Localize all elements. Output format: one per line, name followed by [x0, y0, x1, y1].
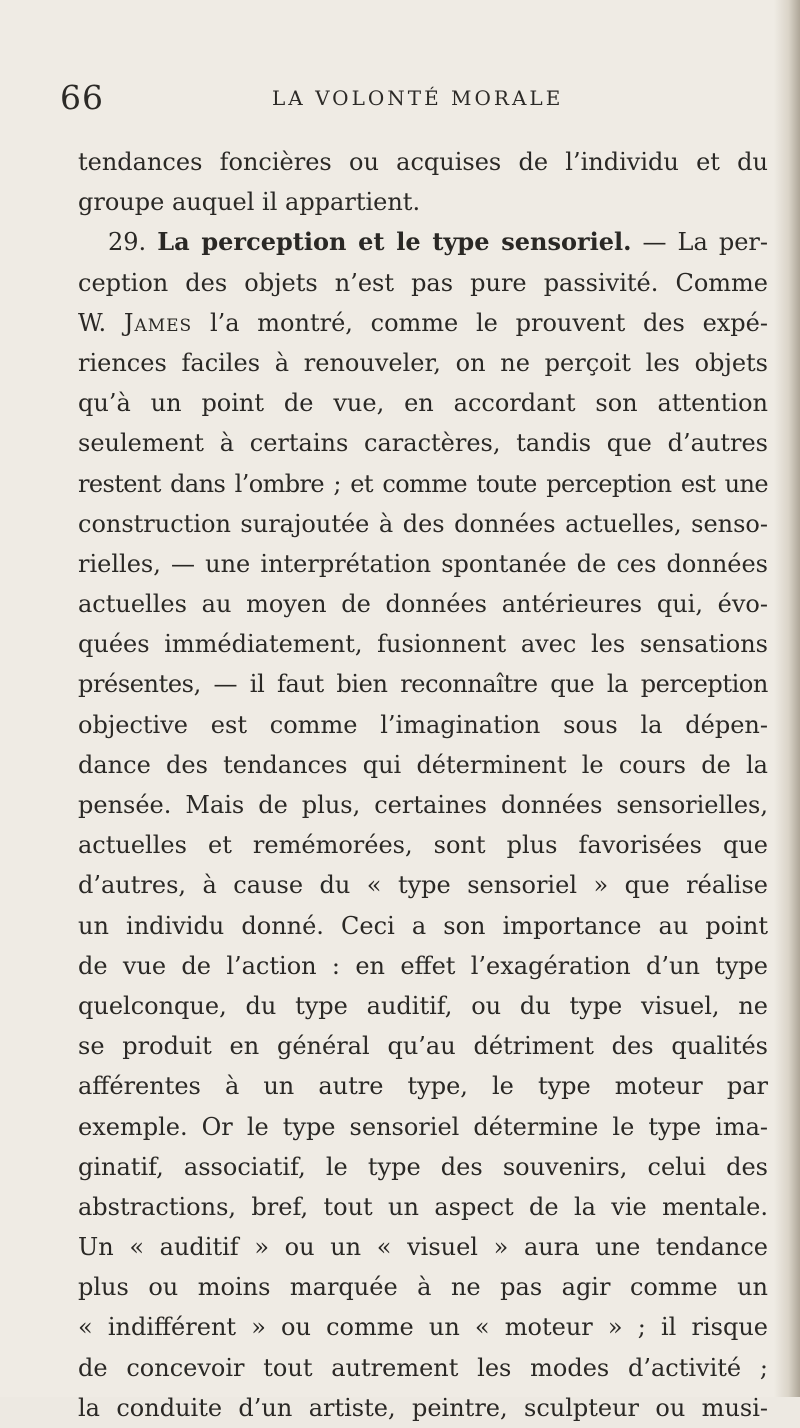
running-head [60, 78, 760, 118]
text-line: la conduite d’un artiste, peintre, sculpteur ou musi- [78, 1393, 768, 1422]
section-heading: La perception et le type sensoriel. [157, 227, 632, 257]
text-line: exemple. Or le type sensoriel détermine le type ima- [78, 1112, 768, 1141]
text-fragment: l’a montré, comme le prouvent des expé- [209, 308, 768, 337]
text-line: actuelles au moyen de données antérieures qui, évo- [78, 590, 768, 619]
text-line: abstractions, bref, tout un aspect de la vie mentale. [78, 1192, 768, 1221]
text-line [78, 303, 768, 343]
page-edge-shadow [774, 0, 800, 1397]
text-line: présentes, — il faut bien reconnaître que la perception [78, 670, 768, 699]
text-line: afférentes à un autre type, le type moteur par [78, 1072, 768, 1101]
text-line: ginatif, associatif, le type des souvenirs, celui des [78, 1152, 768, 1181]
text-line: riences faciles à renouveler, on ne perçoit les objets [78, 348, 768, 377]
text-line: plus ou moins marquée à ne pas agir comme un [78, 1273, 768, 1302]
text-line: qu’à un point de vue, en accordant son attention [78, 389, 768, 418]
text-line: construction surajoutée à des données actuelles, senso- [78, 509, 768, 538]
text-line: de vue de l’action : en effet l’exagération d’un type [78, 951, 768, 980]
text-line: tendances foncières ou acquises de l’individu et du [78, 148, 768, 176]
author-name: James [123, 308, 193, 337]
text-line: d’autres, à cause du « type sensoriel » que réalise [78, 871, 768, 900]
text-line: dance des tendances qui déterminent le cours de la [78, 750, 768, 779]
text-line: objective est comme l’imagination sous la dépen- [78, 710, 768, 739]
text-line: quées immédiatement, fusionnent avec les sensations [78, 630, 768, 659]
running-title: LA VOLONTÉ MORALE [272, 86, 564, 110]
section-heading-line [78, 222, 768, 262]
text-line: se produit en général qu’au détriment des qualités [78, 1032, 768, 1061]
text-line: rielles, — une interprétation spontanée de ces données [78, 549, 768, 578]
text-fragment: — La per- [642, 228, 768, 257]
section-number: 29. [108, 228, 147, 257]
text-line: un individu donné. Ceci a son importance au point [78, 911, 768, 940]
text-line: actuelles et remémorées, sont plus favorisées que [78, 831, 768, 860]
text-line: pensée. Mais de plus, certaines données sensorielles, [78, 791, 768, 819]
text-line: de concevoir tout autrement les modes d’activité ; [78, 1353, 768, 1382]
author-initial: W. [78, 308, 107, 337]
text-line: restent dans l’ombre ; et comme toute perception est une [78, 469, 768, 498]
body-text [78, 142, 768, 1428]
text-line: seulement à certains caractères, tandis que d’autres [78, 429, 768, 458]
text-line: groupe auquel il appartient. [78, 188, 421, 217]
text-line: « indifférent » ou comme un « moteur » ; il risque [78, 1313, 768, 1342]
text-line: ception des objets n’est pas pure passivité. Comme [78, 268, 768, 297]
page-number: 66 [60, 78, 104, 117]
text-line: Un « auditif » ou un « visuel » aura une tendance [78, 1233, 768, 1262]
text-line: quelconque, du type auditif, ou du type visuel, ne [78, 991, 768, 1020]
